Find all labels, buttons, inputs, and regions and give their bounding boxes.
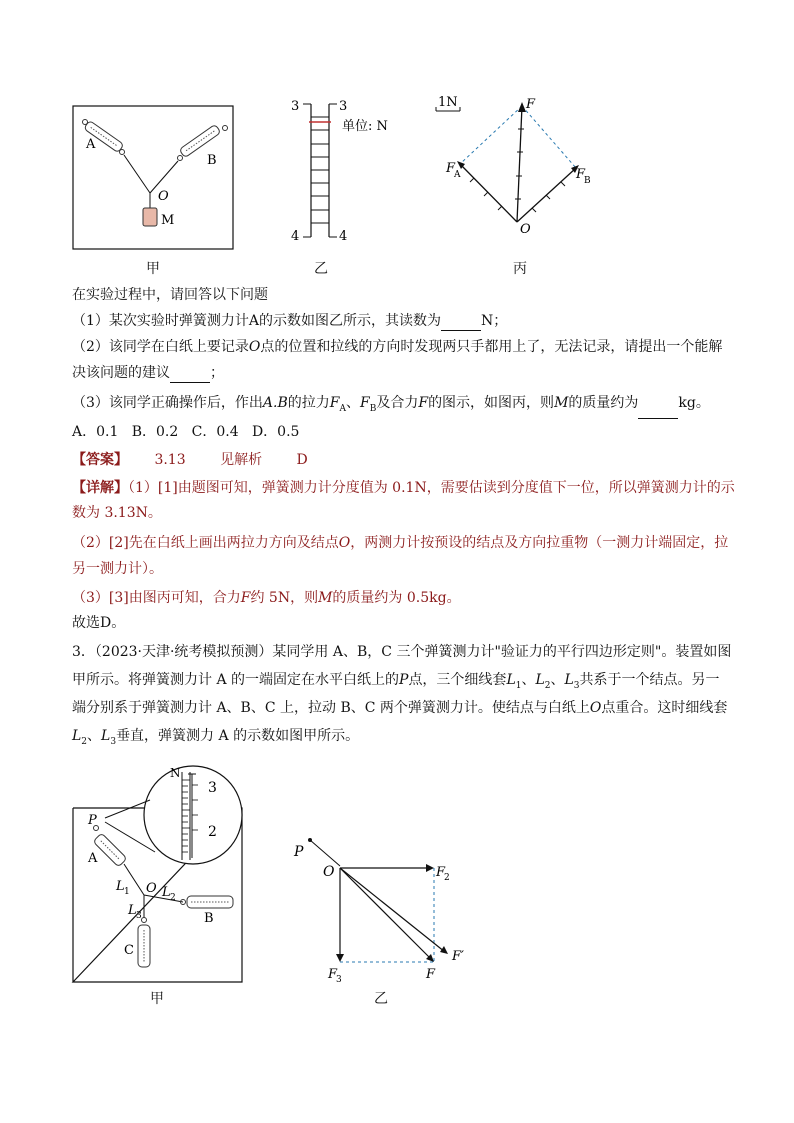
yi-label-f2-sub: 2 (444, 873, 450, 883)
q2-part2: （2）该同学在白纸上要记录O点的位置和拉线的方向时发现两只手都用上了，无法记录，请提出一个能解 (72, 339, 723, 355)
label-l3-sub: 3 (136, 911, 142, 921)
caption-jia-2: 甲 (150, 991, 164, 1007)
yi-label-p: P (294, 844, 304, 860)
bing-O: O (520, 222, 531, 237)
q2-part2-cont: 决该问题的建议 ； (72, 365, 224, 381)
label-o2-visible: O (146, 881, 157, 896)
scale-4-left: 4 (291, 229, 300, 244)
figure-jia-2 (70, 760, 300, 990)
caption-jia-1: 甲 (146, 261, 160, 277)
label-o: O (158, 189, 169, 204)
q3-line-3: 端分别系于弹簧测力计 A、B、C 上，拉动 B、C 两个弹簧测力计。使结点与白纸上O点重合。这时细线套 (72, 700, 728, 716)
q2-detail-1b: 数为 3.13N。 (72, 505, 162, 521)
label-a: A (86, 137, 96, 152)
q2-detail-1: 【详解】（1）[1]由题图可知，弹簧测力计分度值为 0.1N，需要估读到分度值下一位，所以弹簧测力计的示 (72, 480, 735, 496)
label-a2: A (88, 851, 98, 866)
label-l3: L (128, 903, 137, 918)
bing-scale-label: 1N (438, 95, 458, 110)
label-l2: L (162, 885, 171, 900)
answer-blank-2[interactable] (170, 368, 210, 383)
q3-line-4: $L_2$、$L_3$垂直，弹簧测力 A 的示数如图甲所示。 (72, 728, 360, 747)
scale-3-right: 3 (339, 99, 348, 114)
yi-label-f: F (426, 967, 436, 982)
q2-detail-2: （2）[2]先在白纸上画出两拉力方向及结点O，两测力计按预设的结点及方向拉重物（一测力计端固定，拉 (72, 535, 729, 551)
bing-F: F (526, 97, 536, 112)
figure-bing-1 (430, 92, 610, 252)
scale-3-left: 3 (291, 99, 300, 114)
mag-N: N (170, 766, 181, 780)
q2-part1: （1）某次实验时弹簧测力计A的示数如图乙所示，其读数为 N； (72, 313, 508, 329)
caption-yi-1: 乙 (314, 261, 328, 277)
yi-label-f3: F (328, 967, 338, 982)
q2-options: A．0.1 B．0.2 C．0.4 D．0.5 (72, 424, 300, 440)
unit-label: 单位: N (342, 119, 388, 134)
scale-4-right: 4 (339, 229, 348, 244)
q3-line-2: 甲所示。将弹簧测力计 A 的一端固定在水平白纸上的P点，三个细线套$L_1$、$L_2$、$L_3$共系于一个结点。另一 (72, 672, 720, 691)
label-m: M (161, 213, 175, 228)
answer-blank-1[interactable] (441, 316, 481, 331)
q2-part3: （3）该同学正确操作后，作出A.B的拉力$F_A$、$F_B$及合力F的图示，如图丙，则M的质量约为 kg。 (72, 393, 710, 419)
caption-yi-2: 乙 (374, 991, 388, 1007)
answer-blank-3[interactable] (638, 404, 678, 419)
weight-m (143, 208, 157, 226)
q3-line-1: 3．（2023·天津·统考模拟预测）某同学用 A、B，C 三个弹簧测力计"验证力的平行四边形定则"。装置如图 (72, 644, 732, 660)
label-b: B (207, 153, 217, 168)
label-l1-sub: 1 (124, 887, 130, 897)
figure-jia-1 (70, 100, 240, 280)
bing-FB-sub: B (584, 176, 591, 186)
q2-answer: 【答案】 3.13 见解析 D (72, 452, 308, 468)
label-b2: B (204, 911, 214, 926)
label-l2-sub: 2 (170, 893, 176, 903)
label-l1: L (116, 879, 125, 894)
label-c2: C (124, 943, 134, 958)
label-p: P (88, 813, 97, 828)
mag-tick-2: 2 (208, 824, 217, 840)
yi-label-f2: F (436, 865, 446, 880)
caption-bing-1: 丙 (513, 261, 527, 277)
bing-FA: F (446, 161, 456, 176)
q2-detail-3: （3）[3]由图丙可知，合力F约 5N，则M的质量约为 0.5kg。 (72, 590, 461, 606)
q2-detail-2b: 另一测力计）。 (72, 561, 163, 577)
scale-ticks (303, 104, 337, 237)
figure-yi-2 (290, 830, 490, 990)
yi-label-o: O (323, 864, 335, 880)
yi-label-fprime: F′ (452, 949, 464, 964)
bing-FB: F (576, 167, 586, 182)
yi-label-f3-sub: 3 (336, 975, 342, 985)
q2-intro: 在实验过程中，请回答以下问题 (72, 287, 268, 303)
bing-FA-sub: A (454, 170, 461, 180)
mag-tick-3: 3 (208, 780, 217, 796)
spring-scale-a2 (93, 833, 127, 867)
q2-conclusion: 故选D。 (72, 615, 126, 631)
figure-yi-1 (285, 92, 405, 252)
